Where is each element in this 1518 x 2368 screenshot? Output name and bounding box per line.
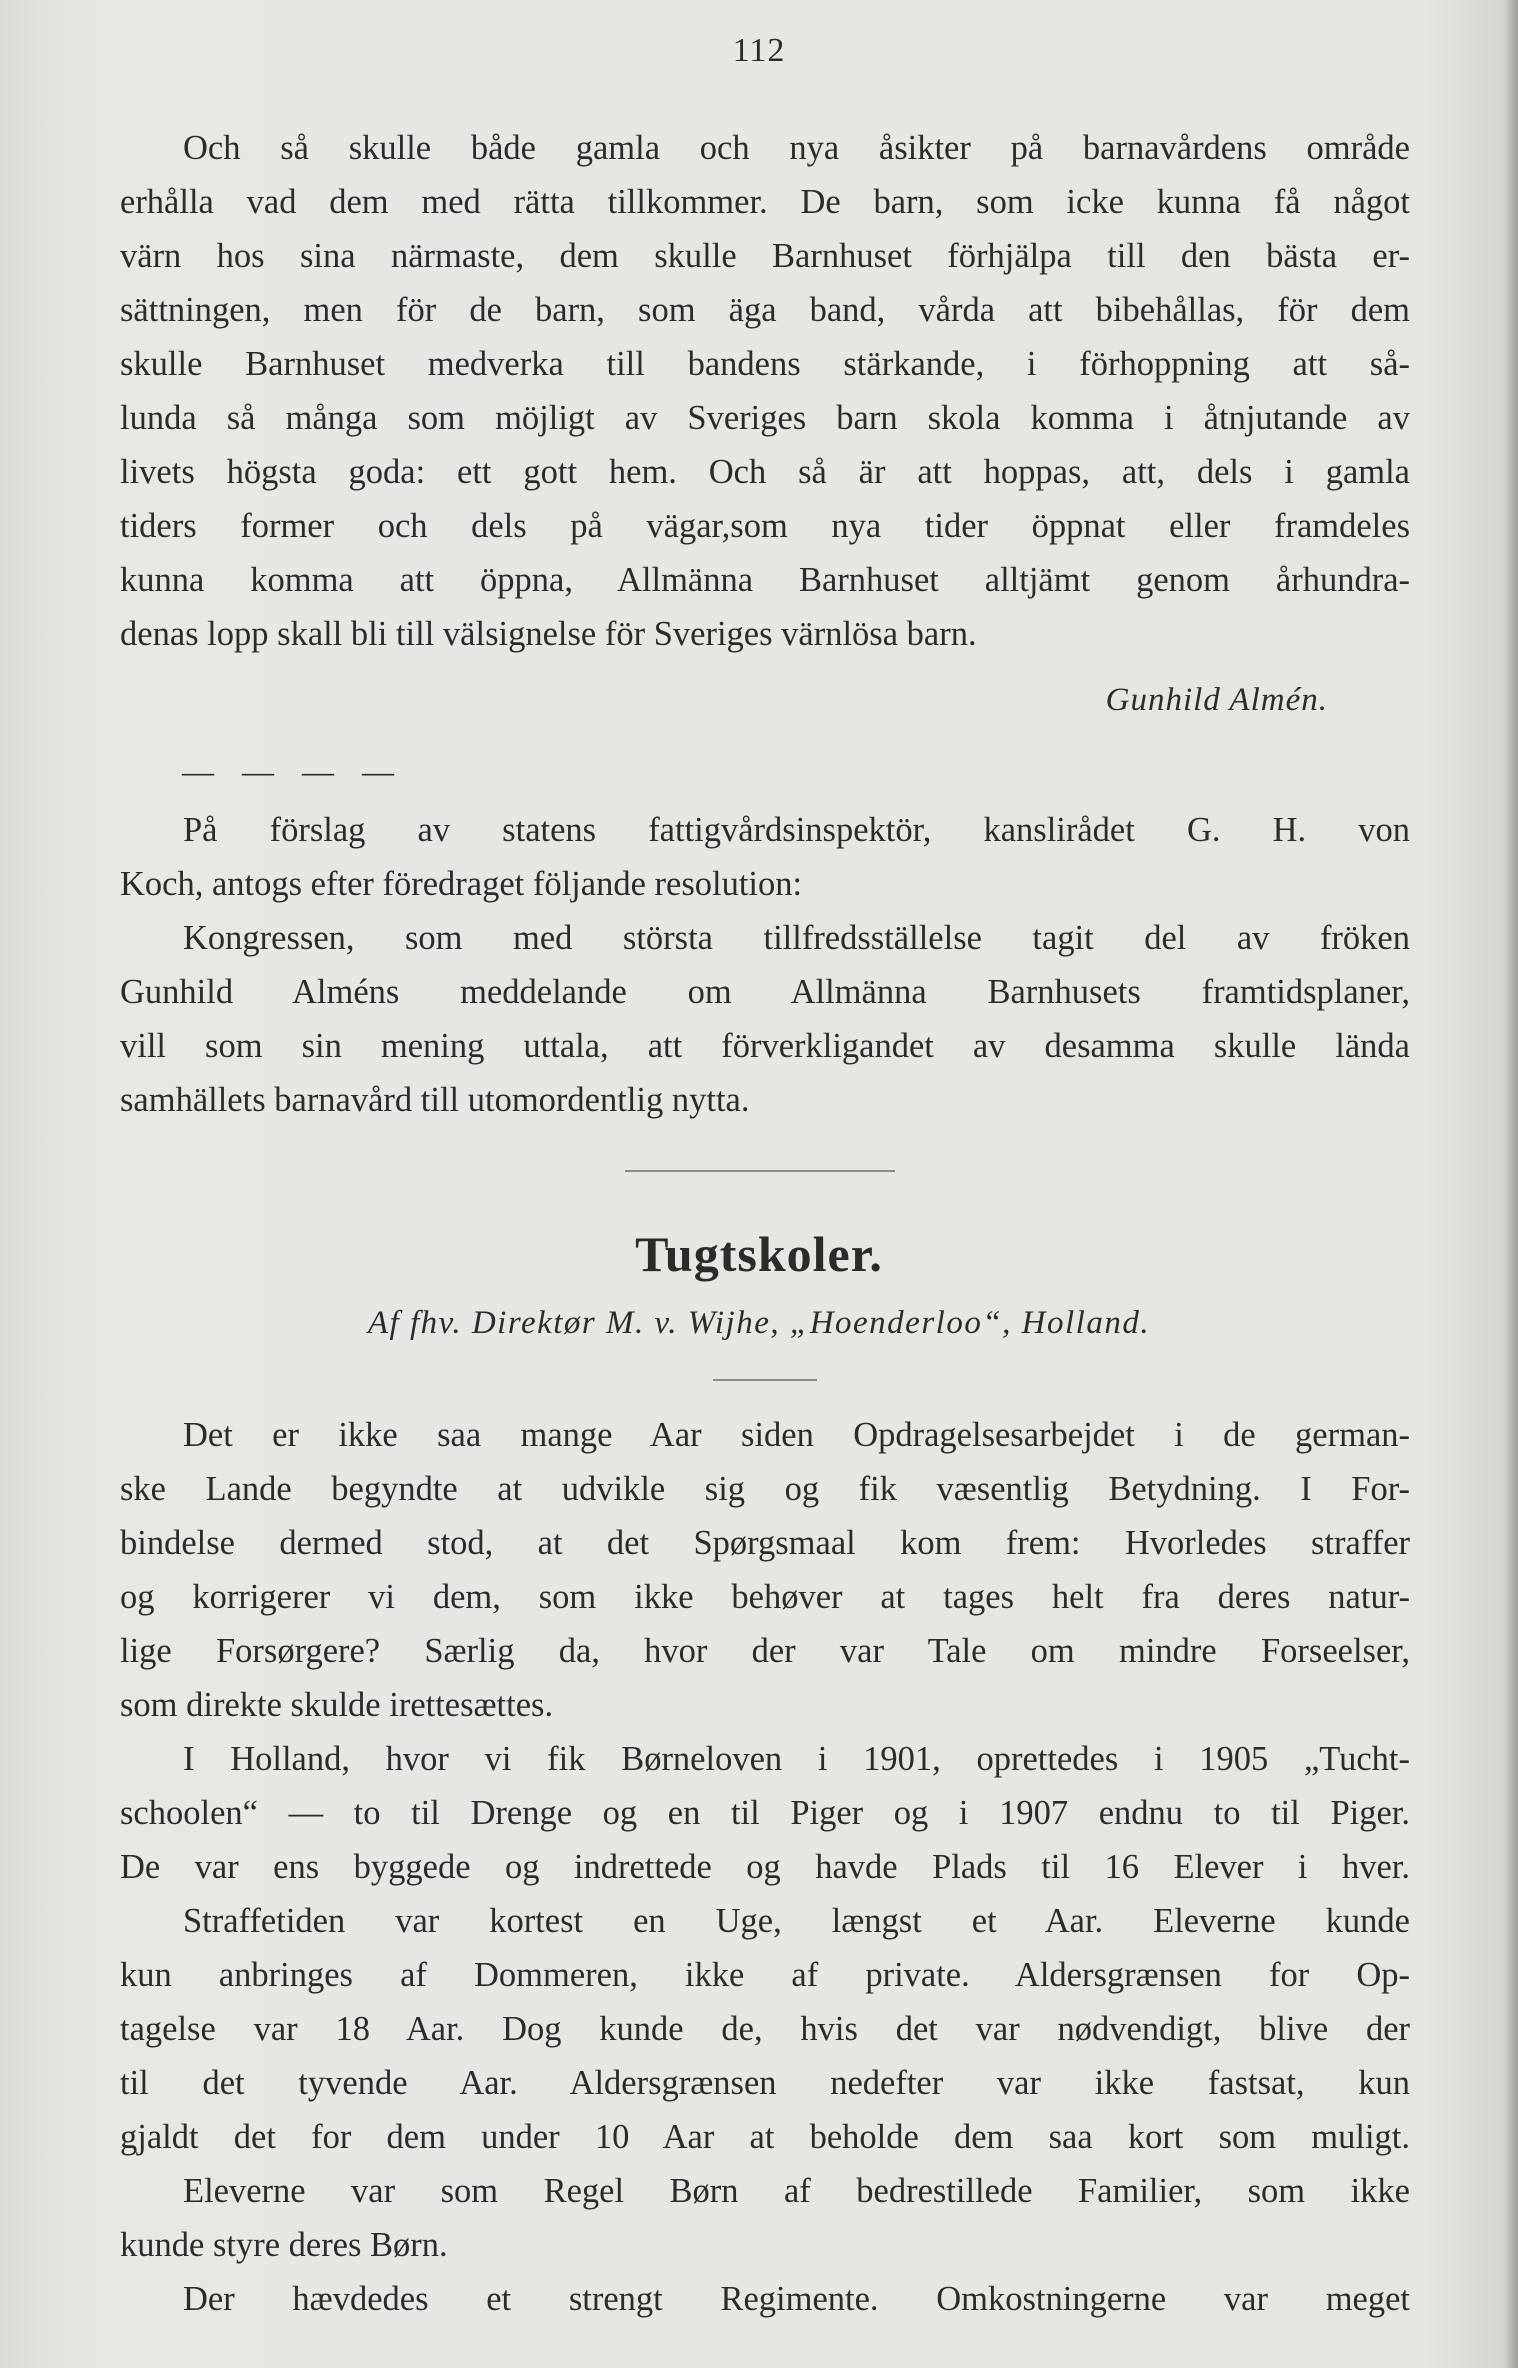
paragraph-1-line: Och så skulle både gamla och nya åsikter på barnavårdens område	[183, 129, 1410, 167]
article-title: Tugtskoler.	[635, 1226, 883, 1282]
paragraph-4-line: Det er ikke saa mange Aar siden Opdragelsesarbejdet i de german-	[183, 1416, 1410, 1454]
paragraph-2-line: På förslag av statens fattigvårdsinspektör, kanslirådet G. H. von	[183, 811, 1410, 849]
paragraph-3-line: vill som sin mening uttala, att förverkligandet av desamma skulle lända	[120, 1027, 1410, 1065]
page-edge-shadow	[1504, 0, 1518, 2368]
paragraph-1-line: tiders former och dels på vägar,som nya tider öppnat eller framdeles	[120, 507, 1410, 545]
paragraph-1-line: skulle Barnhuset medverka till bandens stärkande, i förhoppning att så-	[120, 345, 1410, 383]
paragraph-4-line: som direkte skulde irettesættes.	[120, 1686, 554, 1724]
paragraph-7-line: Eleverne var som Regel Børn af bedrestillede Familier, som ikke	[183, 2172, 1410, 2210]
paragraph-1-line: livets högsta goda: ett gott hem. Och så är att hoppas, att, dels i gamla	[120, 453, 1410, 491]
paragraph-6-line: Straffetiden var kortest en Uge, længst et Aar. Eleverne kunde	[183, 1902, 1410, 1940]
separator-dashes: — — — —	[182, 753, 404, 789]
paragraph-8-line: Der hævdedes et strengt Regimente. Omkostningerne var meget	[183, 2280, 1410, 2318]
paragraph-1-line: kunna komma att öppna, Allmänna Barnhuset alltjämt genom århundra-	[120, 561, 1410, 599]
paragraph-4-line: og korrigerer vi dem, som ikke behøver at tages helt fra deres natur-	[120, 1578, 1410, 1616]
paragraph-5-line: I Holland, hvor vi fik Børneloven i 1901, oprettedes i 1905 „Tucht-	[183, 1740, 1410, 1778]
paragraph-1-line: sättningen, men för de barn, som äga band, vårda att bibehållas, för dem	[120, 291, 1410, 329]
paragraph-2-line: Koch, antogs efter föredraget följande resolution:	[120, 865, 803, 903]
paragraph-1-line: denas lopp skall bli till välsignelse för Sveriges värnlösa barn.	[120, 615, 977, 653]
section-rule	[625, 1170, 895, 1172]
paragraph-6-line: til det tyvende Aar. Aldersgrænsen nedefter var ikke fastsat, kun	[120, 2064, 1410, 2102]
paragraph-1-line: värn hos sina närmaste, dem skulle Barnhuset förhjälpa till den bästa er-	[120, 237, 1410, 275]
paragraph-1-line: lunda så många som möjligt av Sveriges barn skola komma i åtnjutande av	[120, 399, 1410, 437]
paragraph-4-line: lige Forsørgere? Særlig da, hvor der var Tale om mindre Forseelser,	[120, 1632, 1410, 1670]
paragraph-5-line: schoolen“ — to til Drenge og en til Piger og i 1907 endnu to til Piger.	[120, 1794, 1410, 1832]
paragraph-4-line: bindelse dermed stod, at det Spørgsmaal kom frem: Hvorledes straffer	[120, 1524, 1410, 1562]
page-number: 112	[732, 32, 786, 69]
paragraph-3-line: samhällets barnavård till utomordentlig nytta.	[120, 1081, 750, 1119]
paragraph-6-line: tagelse var 18 Aar. Dog kunde de, hvis det var nødvendigt, blive der	[120, 2010, 1410, 2048]
byline-rule	[713, 1379, 817, 1381]
paragraph-3-line: Kongressen, som med största tillfredsställelse tagit del av fröken	[183, 919, 1410, 957]
paragraph-3-line: Gunhild Alméns meddelande om Allmänna Barnhusets framtidsplaner,	[120, 973, 1410, 1011]
paragraph-5-line: De var ens byggede og indrettede og havde Plads til 16 Elever i hver.	[120, 1848, 1410, 1886]
signature: Gunhild Almén.	[1105, 682, 1328, 718]
paragraph-4-line: ske Lande begyndte at udvikle sig og fik væsentlig Betydning. I For-	[120, 1470, 1410, 1508]
paragraph-6-line: kun anbringes af Dommeren, ikke af private. Aldersgrænsen for Op-	[120, 1956, 1410, 1994]
paragraph-1-line: erhålla vad dem med rätta tillkommer. De barn, som icke kunna få något	[120, 183, 1410, 221]
paragraph-7-line: kunde styre deres Børn.	[120, 2226, 448, 2264]
paragraph-6-line: gjaldt det for dem under 10 Aar at beholde dem saa kort som muligt.	[120, 2118, 1410, 2156]
article-byline: Af fhv. Direktør M. v. Wijhe, „Hoenderloo“, Holland.	[367, 1305, 1151, 1341]
